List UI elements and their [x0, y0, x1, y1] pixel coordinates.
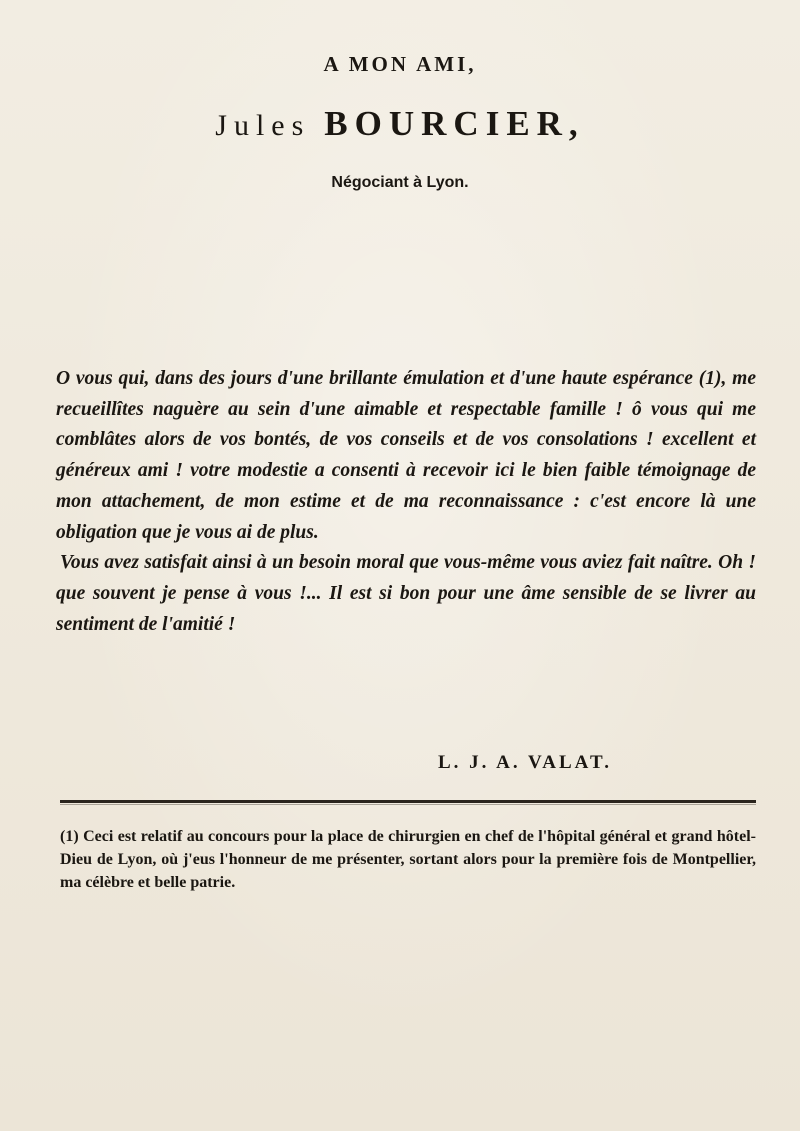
author-signature: L. J. A. VALAT. — [438, 752, 612, 773]
dedication-paragraph: O vous qui, dans des jours d'une brillante émulation et d'une haute espérance (1), me recueillîtes naguère au sein d'une aimable et respectable famille ! ô vous qui me comblâtes alors de vos bontés, de vos conseils et de vos consolations ! excellent et généreux ami ! votre modestie a consenti à recevoir ici le bien faible témoignage de mon attachement, de mon estime et de ma reconnaissance : c'est encore là une obligation que je vous ai de plus. — [56, 368, 756, 543]
dedicatee-occupation: Négociant à Lyon. — [331, 174, 469, 191]
footnote: (1) Ceci est relatif au concours pour la place de chirurgien en chef de l'hôpital général et grand hôtel-Dieu de Lyon, où j'eus l'honneur de me présenter, sortant alors pour la première fois de Montpellier, ma célèbre et belle patrie. — [60, 828, 756, 891]
dedicatee-name — [0, 104, 800, 144]
dedication-heading: A MON AMI, — [323, 52, 477, 76]
dedication-paragraph: Vous avez satisfait ainsi à un besoin moral que vous-même vous aviez fait naître. Oh ! que souvent je pense à vous !... Il est si bon pour une âme sensible de se livrer au sentiment de l'amitié ! — [56, 552, 756, 635]
footnote-divider-shadow — [60, 804, 756, 805]
first-name: Jules — [215, 109, 311, 142]
dedication-text — [56, 364, 756, 640]
surname: BOURCIER, — [324, 104, 585, 143]
footnote-divider — [60, 800, 756, 803]
